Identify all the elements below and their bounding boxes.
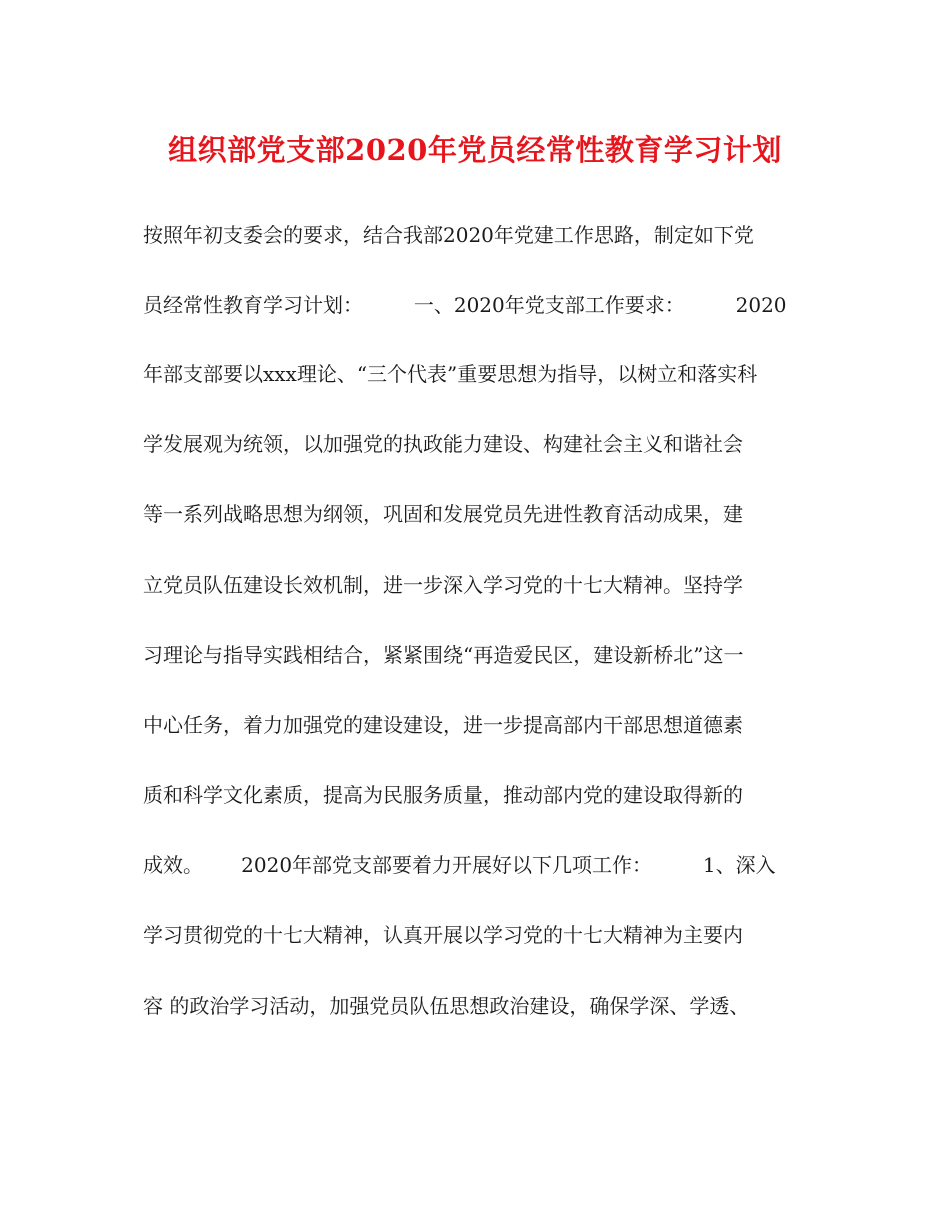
body-line-7: 习理论与指导实践相结合，紧紧围绕“再造爱民区，建设新桥北”这一 bbox=[143, 643, 744, 667]
body-line-10: 成效。 2020年部党支部要着力开展好以下几项工作： 1、深入 bbox=[143, 853, 776, 877]
document-title: 组织部党支部2020年党员经常性教育学习计划 bbox=[168, 133, 782, 167]
body-line-5: 等一系列战略思想为纲领，巩固和发展党员先进性教育活动成果，建 bbox=[143, 502, 743, 526]
body-line-11: 学习贯彻党的十七大精神，认真开展以学习党的十七大精神为主要内 bbox=[143, 923, 743, 947]
body-line-12: 容 的政治学习活动，加强党员队伍思想政治建设，确保学深、学透、 bbox=[143, 994, 750, 1018]
body-line-4: 学发展观为统领，以加强党的执政能力建设、构建社会主义和谐社会 bbox=[143, 432, 743, 456]
body-line-1: 按照年初支委会的要求，结合我部2020年党建工作思路，制定如下党 bbox=[143, 223, 754, 247]
body-line-3: 年部支部要以xxx理论、“三个代表”重要思想为指导，以树立和落实科 bbox=[143, 362, 758, 386]
body-line-8: 中心任务，着力加强党的建设建设，进一步提高部内干部思想道德素 bbox=[143, 713, 743, 737]
body-line-6: 立党员队伍建设长效机制，进一步深入学习党的十七大精神。坚持学 bbox=[143, 573, 743, 597]
body-line-2: 员经常性教育学习计划： 一、2020年党支部工作要求： 2020 bbox=[143, 293, 787, 317]
body-line-9: 质和科学文化素质，提高为民服务质量，推动部内党的建设取得新的 bbox=[143, 783, 743, 807]
